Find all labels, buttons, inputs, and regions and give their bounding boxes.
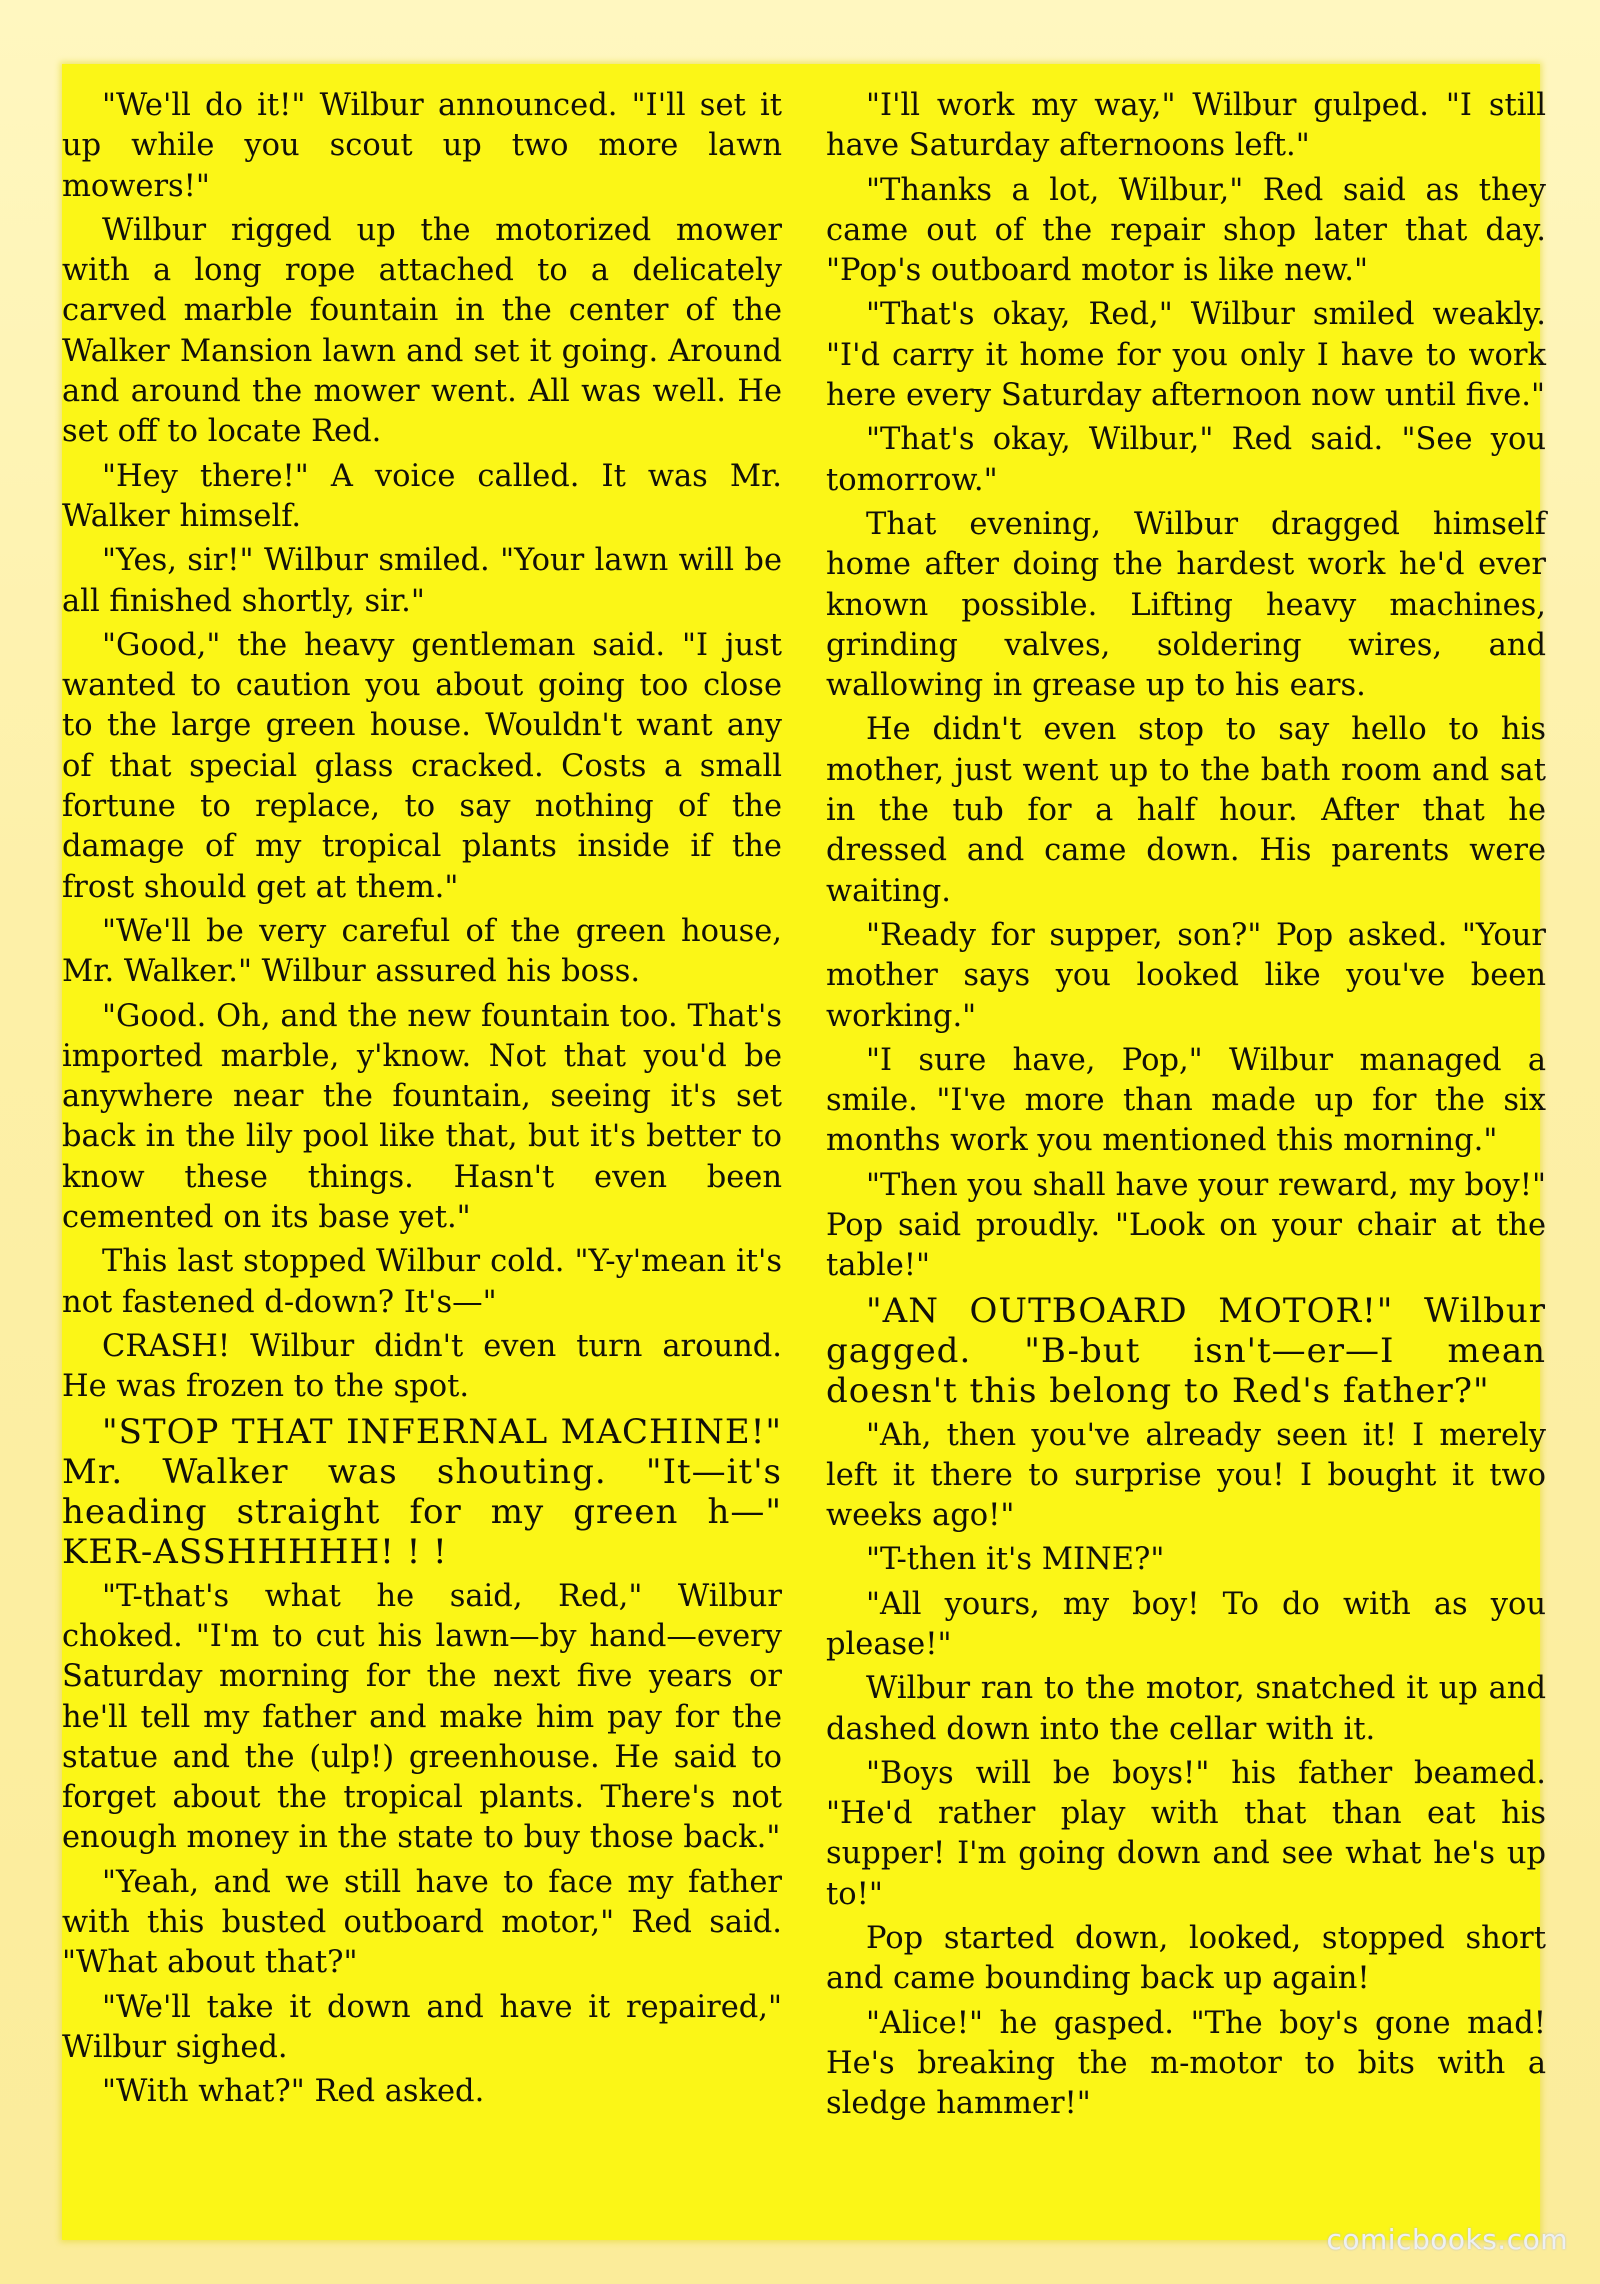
paragraph: "Thanks a lot, Wilbur," Red said as they came out of the repair shop later that day. "Pop's outboard motor is like new." xyxy=(826,172,1546,289)
paragraph: "Yeah, and we still have to face my father with this busted outboard motor," Red said. "What about that?" xyxy=(62,1864,782,1981)
paragraph: "That's okay, Red," Wilbur smiled weakly. "I'd carry it home for you only I have to work here every Saturday afternoon now until five." xyxy=(826,297,1546,414)
paragraph: Pop started down, looked, stopped short and came bounding back up again! xyxy=(826,1921,1546,1997)
paragraph: "Ah, then you've already seen it! I merely left it there to surprise you! I bought it two weeks ago!" xyxy=(826,1417,1546,1534)
paragraph: "Hey there!" A voice called. It was Mr. Walker himself. xyxy=(62,458,782,534)
paragraph: "I'll work my way," Wilbur gulped. "I still have Saturday afternoons left." xyxy=(826,88,1546,164)
paragraph: "That's okay, Wilbur," Red said. "See you tomorrow." xyxy=(826,422,1546,498)
paragraph: "We'll take it down and have it repaired," Wilbur sighed. xyxy=(62,1989,782,2065)
right-column xyxy=(826,86,1546,2129)
paragraph: "Good. Oh, and the new fountain too. That's imported marble, y'know. Not that you'd be anywhere near the fountain, seeing it's set back in the lily pool like that, but it's better to know these things. Hasn't even been cemented on its base yet." xyxy=(62,998,782,1236)
paragraph: "T-that's what he said, Red," Wilbur choked. "I'm to cut his lawn—by hand—every Saturday morning for the next five years or he'll tell my father and make him pay for the statue and the (ulp!) greenhouse. He said to forget about the tropical plants. There's not enough money in the state to buy those back." xyxy=(62,1578,782,1856)
watermark-text: comicbooks.com xyxy=(1326,2223,1568,2256)
paragraph: "Alice!" he gasped. "The boy's gone mad! He's breaking the m-motor to bits with a sledge hammer!" xyxy=(826,2005,1546,2122)
paragraph: "We'll be very careful of the green house, Mr. Walker." Wilbur assured his boss. xyxy=(62,913,782,990)
paragraph: That evening, Wilbur dragged himself home after doing the hardest work he'd ever known possible. Lifting heavy machines, grinding valves, soldering wires, and wallowing in grease up to his ears. xyxy=(826,506,1546,704)
paragraph: "With what?" Red asked. xyxy=(102,2074,485,2110)
paragraph: This last stopped Wilbur cold. "Y-y'mean it's not fastened d-down? It's—" xyxy=(62,1244,782,1320)
paragraph: "AN OUTBOARD MOTOR!" Wilbur gagged. "B-but isn't—er—I mean doesn't this belong to Red's father?" xyxy=(826,1290,1546,1412)
paragraph: "Boys will be boys!" his father beamed. "He'd rather play with that than eat his supper! I'm going down and see what he's up to!" xyxy=(826,1755,1546,1912)
paragraph: Wilbur rigged up the motorized mower with a long rope attached to a delicately carved marble fountain in the center of the Walker Mansion lawn and set it going. Around and around the mower went. All was well. He set off to locate Red. xyxy=(62,212,782,450)
paragraph: "T-then it's MINE?" xyxy=(866,1542,1165,1578)
paragraph: "Then you shall have your reward, my boy!" Pop said proudly. "Look on your chair at the table!" xyxy=(826,1167,1546,1284)
paragraph: "Good," the heavy gentleman said. "I just wanted to caution you about going too close to the large green house. Wouldn't want any of that special glass cracked. Costs a small fortune to replace, to say nothing of the damage of my tropical plants inside if the frost should get at them." xyxy=(62,627,782,905)
paragraph: CRASH! Wilbur didn't even turn around. He was frozen to the spot. xyxy=(62,1328,782,1405)
paragraph: "All yours, my boy! To do with as you please!" xyxy=(826,1586,1546,1662)
paragraph: "I sure have, Pop," Wilbur managed a smile. "I've more than made up for the six months work you mentioned this morning." xyxy=(826,1042,1546,1159)
paragraph: He didn't even stop to say hello to his mother, just went up to the bath room and sat in the tub for a half hour. After that he dressed and came down. His parents were waiting. xyxy=(826,712,1546,909)
paragraph: Wilbur ran to the motor, snatched it up and dashed down into the cellar with it. xyxy=(826,1671,1546,1747)
paragraph: "Ready for supper, son?" Pop asked. "Your mother says you looked like you've been working." xyxy=(826,917,1546,1034)
left-column xyxy=(62,86,782,2117)
paragraph: "STOP THAT INFERNAL MACHINE!" Mr. Walker was shouting. "It—it's heading straight for my green h—" KER-ASSHHHHH! ! ! xyxy=(62,1411,782,1573)
text-panel xyxy=(62,64,1546,2240)
paragraph: "Yes, sir!" Wilbur smiled. "Your lawn will be all finished shortly, sir." xyxy=(62,543,782,619)
paragraph: "We'll do it!" Wilbur announced. "I'll set it up while you scout up two more lawn mowers!" xyxy=(62,88,782,204)
